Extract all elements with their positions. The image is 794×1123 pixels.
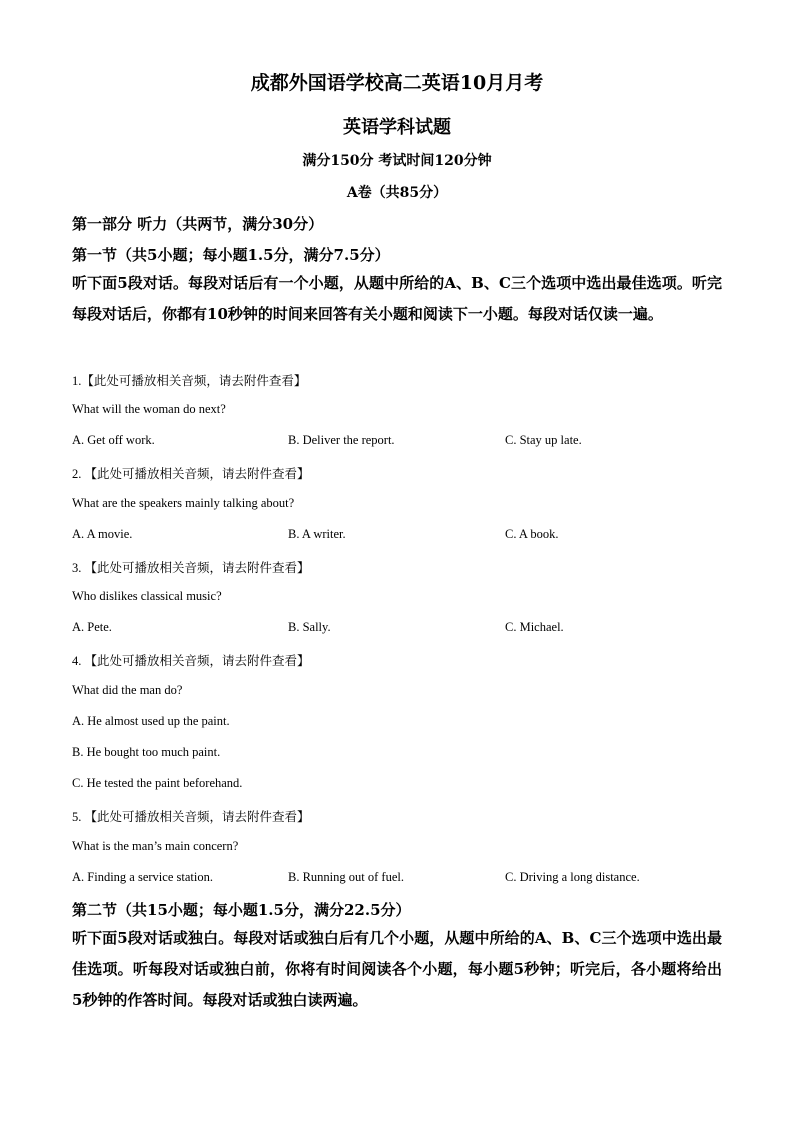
q4-option-a: A. He almost used up the paint. [72,714,230,728]
q4-option-c: C. He tested the paint beforehand. [72,776,243,790]
q5-option-c: C. Driving a long distance. [505,870,640,884]
q5-audio-note: 5. 【此处可播放相关音频，请去附件查看】 [72,810,310,824]
part1-heading: 第一部分 听力（共两节，满分30分） [72,215,324,233]
q4-audio-note: 4. 【此处可播放相关音频，请去附件查看】 [72,654,310,668]
q5-question: What is the man’s main concern? [72,839,239,853]
q1-question: What will the woman do next? [72,402,226,416]
q2-question: What are the speakers mainly talking about? [72,496,295,510]
exam-title: 成都外国语学校高二英语10月月考 [250,72,544,94]
q2-audio-note: 2. 【此处可播放相关音频，请去附件查看】 [72,467,310,481]
volume-label: A卷（共85分） [346,185,448,201]
exam-subtitle: 英语学科试题 [343,117,451,138]
q4-question: What did the man do? [72,683,183,697]
q3-option-b: B. Sally. [288,620,331,634]
q2-option-c: C. A book. [505,527,559,541]
q2-option-b: B. A writer. [288,527,346,541]
section2-instructions: 听下面5段对话或独白。每段对话或独白后有几个小题，从题中所给的A、B、C三个选项中选出最佳选项。听每段对话或独白前，你将有时间阅读各个小题，每小题5秒钟；听完后，各小题将给出5秒钟的作答时间。每段对话或独白读两遍。 [72,929,722,1009]
q3-audio-note: 3. 【此处可播放相关音频，请去附件查看】 [72,561,310,575]
q1-audio-note: 1.【此处可播放相关音频，请去附件查看】 [72,374,307,388]
section1-heading: 第一节（共5小题；每小题1.5分，满分7.5分） [72,246,390,264]
section1-instructions: 听下面5段对话。每段对话后有一个小题，从题中所给的A、B、C三个选项中选出最佳选项。听完每段对话后，你都有10秒钟的时间来回答有关小题和阅读下一小题。每段对话仅读一遍。 [72,274,722,323]
q1-option-b: B. Deliver the report. [288,433,395,447]
q2-option-a: A. A movie. [72,527,133,541]
q5-option-b: B. Running out of fuel. [288,870,404,884]
q3-option-a: A. Pete. [72,620,112,634]
q5-option-a: A. Finding a service station. [72,870,213,884]
q3-question: Who dislikes classical music? [72,589,222,603]
q1-option-c: C. Stay up late. [505,433,582,447]
q1-option-a: A. Get off work. [72,433,155,447]
q3-option-c: C. Michael. [505,620,564,634]
section2-heading: 第二节（共15小题；每小题1.5分，满分22.5分） [72,901,411,919]
score-and-time: 满分150分 考试时间120分钟 [302,153,492,169]
q4-option-b: B. He bought too much paint. [72,745,221,759]
